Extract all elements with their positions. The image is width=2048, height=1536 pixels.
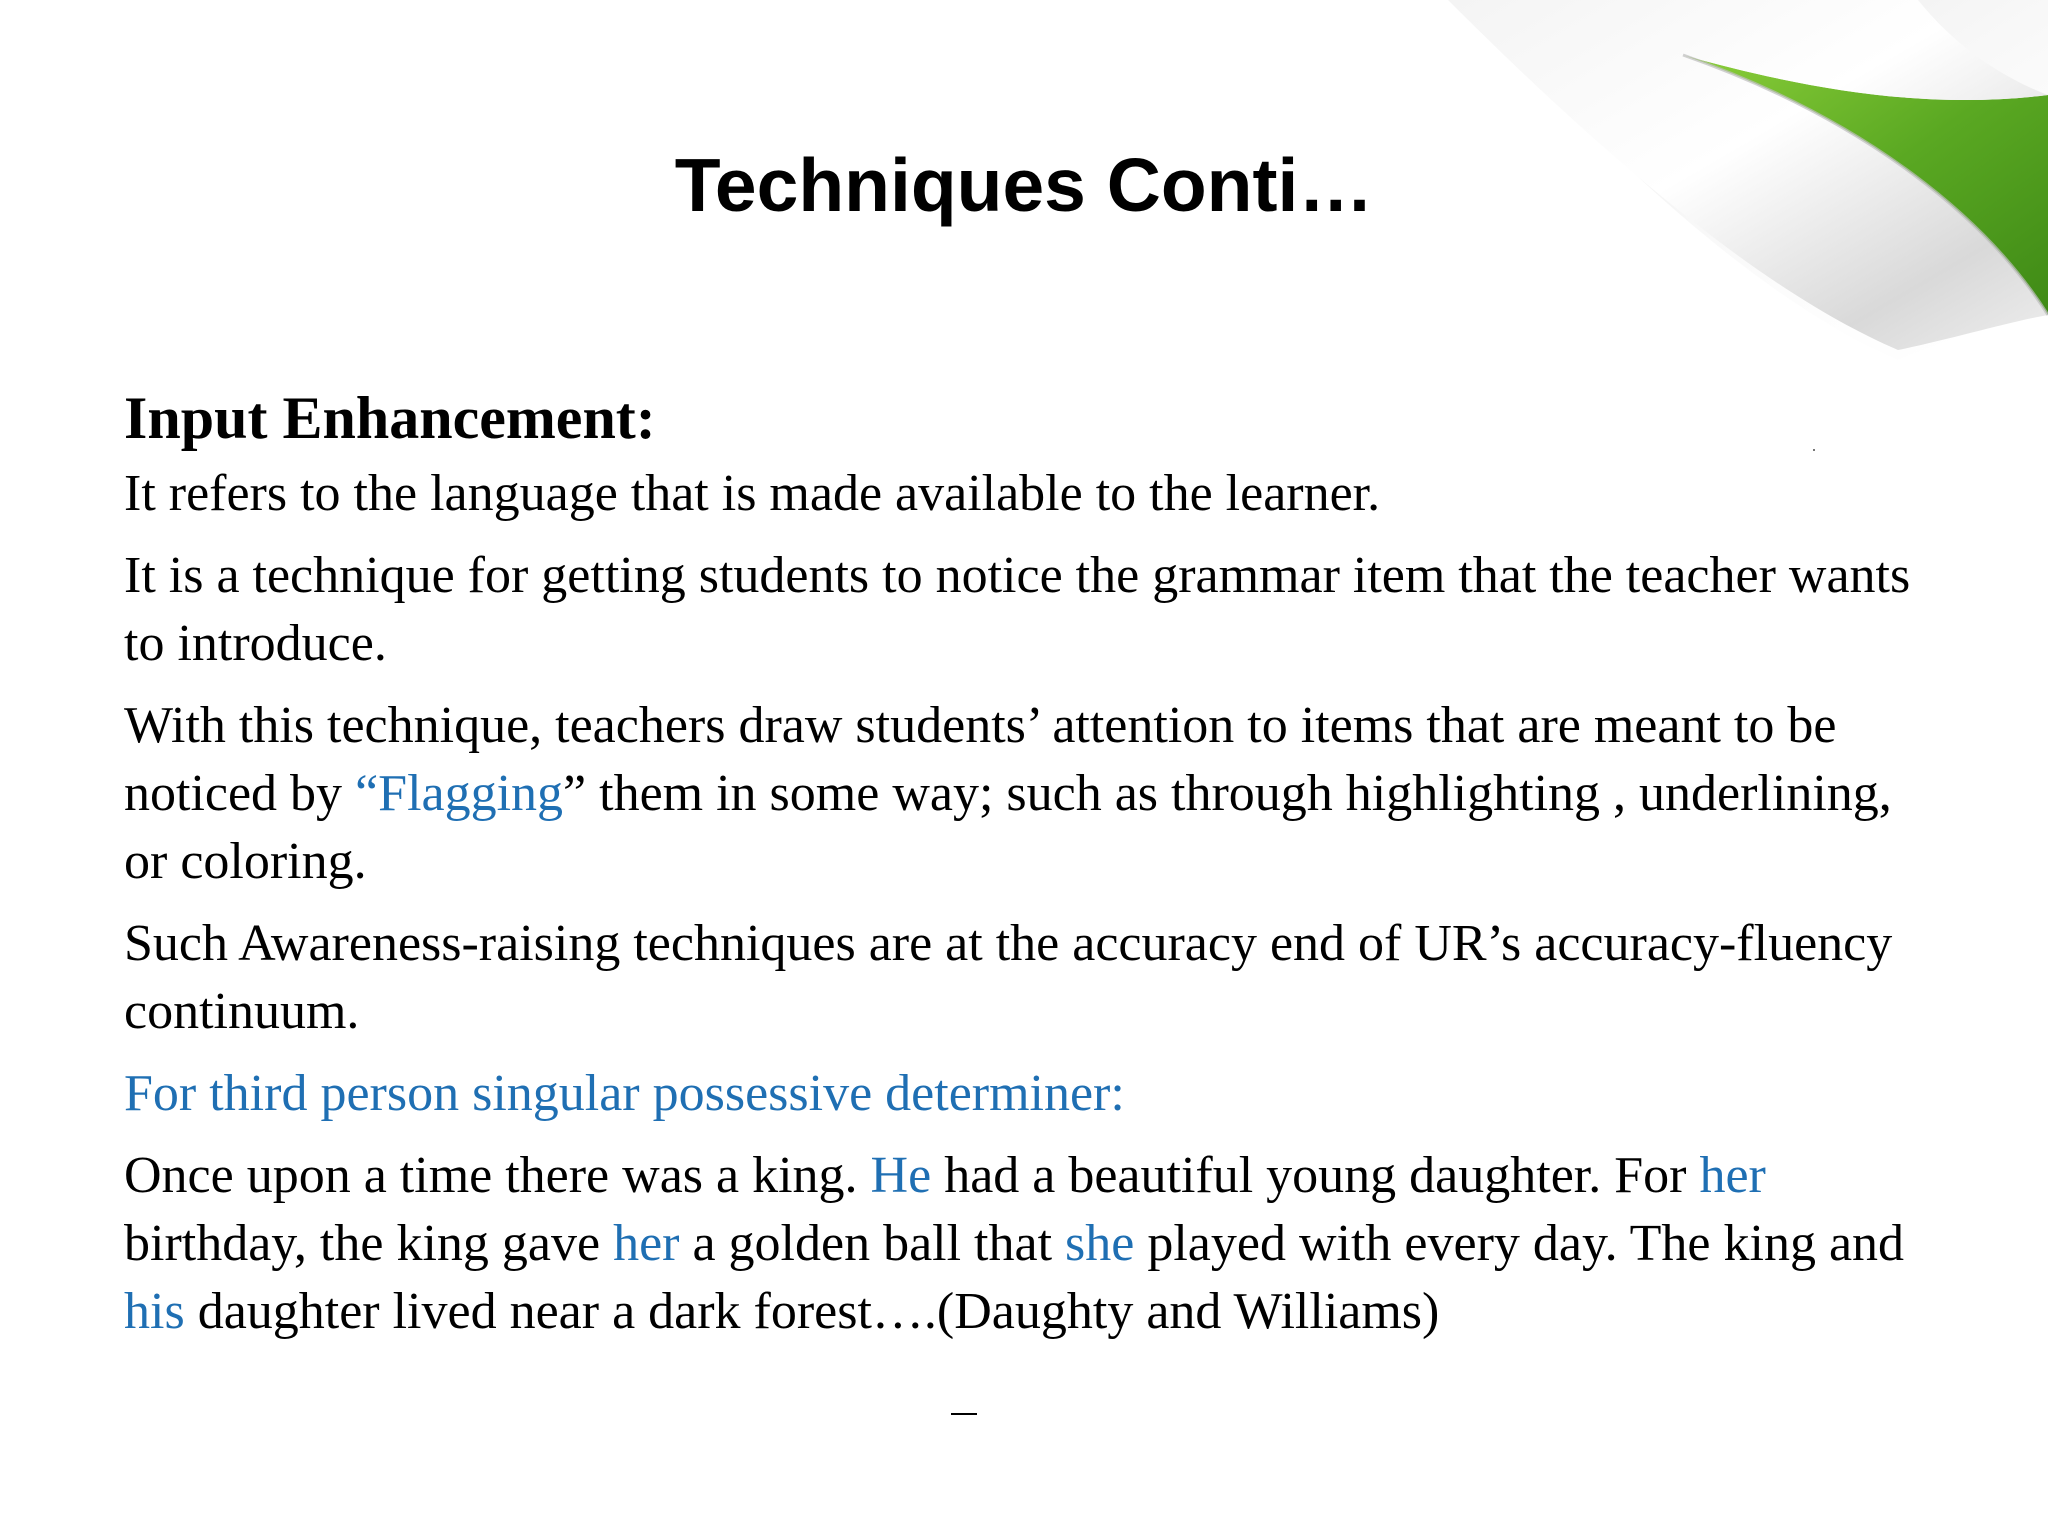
story-text: daughter lived near a dark forest….(Daughty and Williams) (184, 1283, 1440, 1340)
stray-dot (1813, 449, 1815, 451)
example-label: For third person singular possessive determiner: (124, 1065, 1125, 1122)
slide-title: Techniques Conti… (674, 143, 1374, 227)
story-text: a golden ball that (679, 1215, 1066, 1272)
story-highlight-he: He (870, 1147, 932, 1204)
story-text: had a beautiful young daughter. For (931, 1147, 1700, 1204)
flagging-text-before: With this technique, teachers draw students’ attention to items that are meant to be noticed by (124, 697, 1837, 822)
paragraph-definition: It refers to the language that is made available to the learner. (124, 465, 1381, 522)
story-highlight-her: her (1699, 1147, 1766, 1204)
flagging-highlight: “Flagging (355, 765, 564, 822)
example-story (124, 1142, 1924, 1346)
paragraph-technique: It is a technique for getting students to notice the grammar item that the teacher wants to introduce. (124, 547, 1911, 672)
story-highlight-her: her (613, 1215, 680, 1272)
story-text: played with every day. The king and (1134, 1215, 1905, 1272)
story-highlight-she: she (1065, 1215, 1135, 1272)
story-text: Once upon a time there was a king. (124, 1147, 871, 1204)
story-text: birthday, the king gave (124, 1215, 614, 1272)
paragraph-flagging (124, 692, 1924, 896)
slide-body (124, 378, 1924, 1360)
story-highlight-his: his (124, 1283, 185, 1340)
stray-dash (951, 1413, 977, 1415)
flagging-text-after: ” them in some way; such as through highlighting , underlining, or coloring. (124, 765, 1892, 890)
section-heading: Input Enhancement: (124, 385, 656, 451)
paragraph-awareness: Such Awareness-raising techniques are at the accuracy end of UR’s accuracy-fluency continuum. (124, 915, 1893, 1040)
